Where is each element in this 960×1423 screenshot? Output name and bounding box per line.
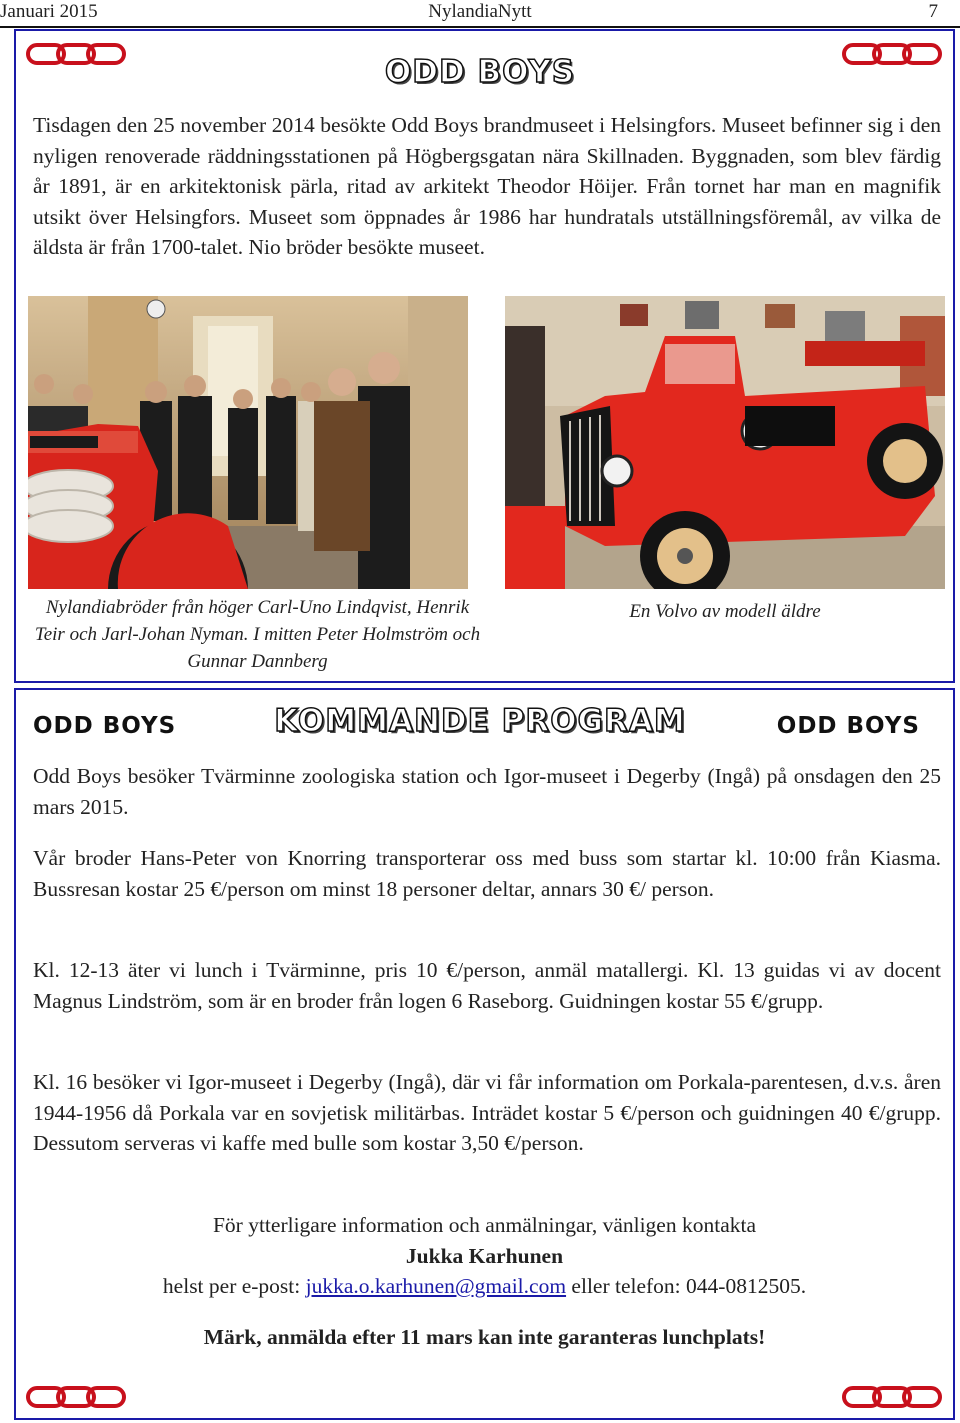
side-label-left: ODD BOYS — [33, 713, 177, 739]
contact-intro: För ytterligare information och anmälningar, vänligen kontakta — [212, 1213, 757, 1237]
contact-details — [14, 1271, 955, 1302]
header-page-number: 7 — [928, 1, 938, 22]
contact-name: Jukka Karhunen — [405, 1244, 564, 1268]
deadline-text: Märk, anmälda efter 11 mars kan inte garanteras lunchplats! — [203, 1325, 766, 1349]
contact-post: eller telefon: 044-0812505. — [566, 1274, 807, 1298]
header-month: Januari 2015 — [0, 1, 98, 22]
photo-brothers-in-museum — [28, 296, 468, 589]
program-paragraph-3: Kl. 12-13 äter vi lunch i Tvärminne, pris 10 €/person, anmäl matallergi. Kl. 13 guidas vi av docent Magnus Lindström, som är en broder från logen 6 Raseborg. Guidningen kostar 55 €/grupp. — [33, 958, 941, 1013]
header-publication: NylandiaNytt — [428, 1, 532, 22]
header-rule — [0, 26, 960, 28]
side-label-right: ODD BOYS — [776, 713, 920, 739]
deadline-notice — [14, 1322, 955, 1353]
museum-visit-paragraph: Tisdagen den 25 november 2014 besökte Odd Boys brandmuseet i Helsingfors. Museet befinner sig i den nyligen renoverade räddningsstationen på Högbergsgatan nära Skillnaden. Byggnaden, som blev färdig år 1891, är en arkitektonisk pärla, ritad av arkitekt Theodor Höijer. Från tornet har man en magnifik utsikt över Helsingfors. Museet som öppnades år 1986 har hundratals utställningsföremål, av vilka de äldsta är från 1700-talet. Nio bröder besökte museet. — [33, 113, 941, 259]
photo-left-caption: Nylandiabröder från höger Carl-Uno Lindqvist, Henrik Teir och Jarl-Johan Nyman. I mitten Peter Holmström och Gunnar Dannberg — [34, 597, 481, 672]
photo-vintage-volvo-fire-engine — [505, 296, 945, 589]
program-paragraph-1: Odd Boys besöker Tvärminne zoologiska station och Igor-museet i Degerby (Ingå) på onsdagen den 25 mars 2015. — [33, 764, 941, 819]
program-paragraph-4: Kl. 16 besöker vi Igor-museet i Degerby (Ingå), där vi får information om Porkala-parentesen, d.v.s. åren 1944-1956 då Porkala var en sovjetisk militärbas. Inträdet kostar 5 €/person och guidningen 40 €/grupp. Dessutom serveras vi kaffe med bulle som kostar 3,50 €/person. — [33, 1070, 941, 1155]
program-paragraph-2: Vår broder Hans-Peter von Knorring transporterar oss med buss som startar kl. 10:00 från Kiasma. Bussresan kostar 25 €/person om minst 18 personer deltar, annars 30 €/ person. — [33, 846, 941, 901]
email-link[interactable]: jukka.o.karhunen@gmail.com — [305, 1274, 567, 1298]
chain-links-icon — [26, 1385, 126, 1409]
contact-name-line — [14, 1241, 955, 1272]
page-header — [0, 0, 960, 28]
photo-right-caption: En Volvo av modell äldre — [629, 601, 821, 622]
chain-links-icon — [842, 1385, 942, 1409]
program-title: KOMMANDE PROGRAM — [274, 703, 686, 739]
section-title-odd-boys: ODD BOYS — [384, 54, 576, 90]
contact-pre: helst per e-post: — [162, 1274, 306, 1298]
